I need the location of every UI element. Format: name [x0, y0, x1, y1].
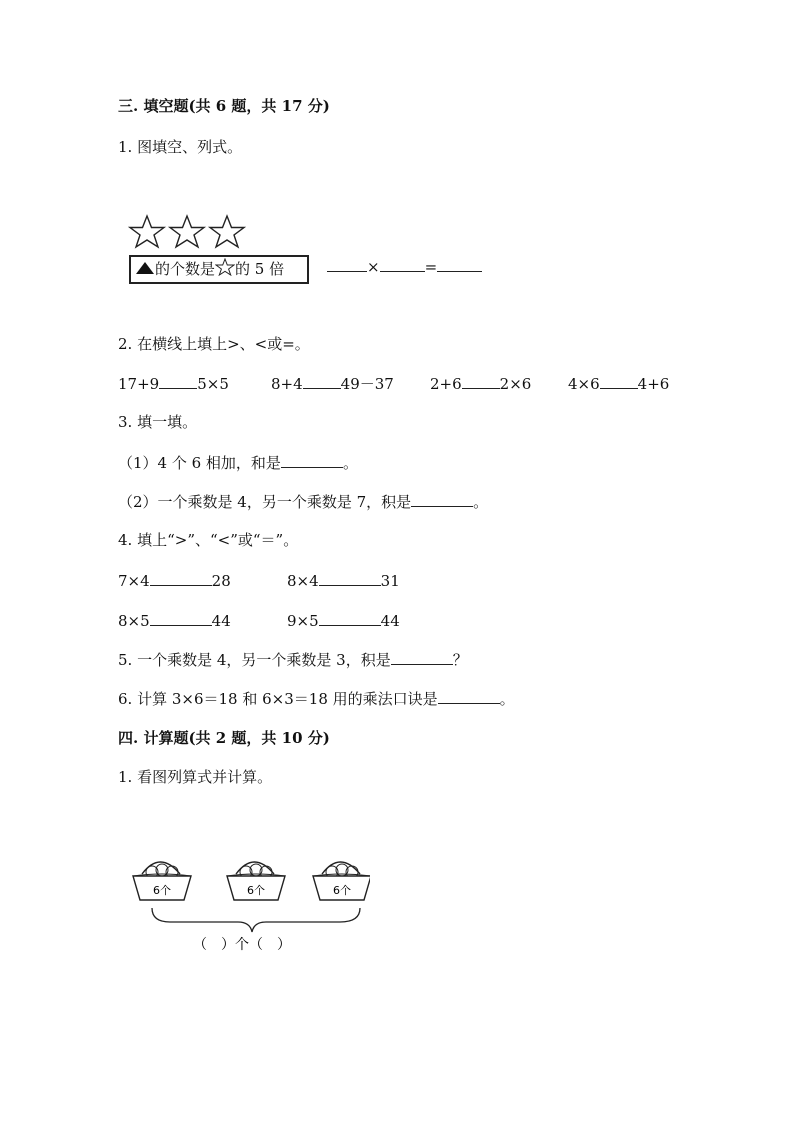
expr-right: 44: [380, 612, 400, 630]
q4-item: [118, 610, 231, 631]
relation-box: [129, 255, 309, 284]
expr-right: 4+6: [637, 375, 670, 393]
s4-q1-prompt: 1. 看图列算式并计算。: [118, 768, 273, 786]
q2-item: [430, 373, 531, 394]
star-row: [128, 214, 246, 250]
basket-label: 6个: [153, 884, 171, 897]
expr-left: 9×5: [287, 612, 319, 630]
q4-item: [118, 570, 231, 591]
expr-right: 5×5: [197, 375, 229, 393]
q6-text: 6. 计算 3×6＝18 和 6×3＝18 用的乘法口诀是: [118, 690, 438, 708]
q1-equation: [327, 256, 482, 277]
star-icon: [210, 216, 244, 247]
expr-right: 49－37: [340, 375, 394, 393]
answer-blank[interactable]: [462, 373, 500, 389]
basket-label: 6个: [333, 884, 351, 897]
star-icon: [215, 258, 235, 276]
expr-left: 8×5: [118, 612, 150, 630]
brace-icon: [152, 908, 360, 932]
section4-heading: 四. 计算题(共 2 题，共 10 分): [118, 729, 330, 747]
q3-prompt: 3. 填一填。: [118, 413, 198, 431]
expr-left: 7×4: [118, 572, 150, 590]
answer-blank[interactable]: [380, 256, 425, 272]
answer-blank[interactable]: [319, 570, 381, 586]
answer-blank[interactable]: [438, 688, 500, 704]
basket-icon: [313, 862, 370, 900]
star-icon: [130, 216, 164, 247]
answer-blank[interactable]: [437, 256, 482, 272]
box-text-1: 的个数是: [155, 260, 216, 278]
expr-right: 2×6: [499, 375, 532, 393]
expr-right: 31: [380, 572, 400, 590]
star-icon: [170, 216, 204, 247]
box-text-2: 的 5 倍: [235, 260, 285, 278]
period: 。: [499, 690, 515, 708]
q5-text: 5. 一个乘数是 4，另一个乘数是 3，积是: [118, 651, 391, 669]
answer-blank[interactable]: [391, 649, 453, 665]
q1-prompt: 1. 图填空、列式。: [118, 138, 243, 156]
q2-item: [568, 373, 669, 394]
period: 。: [342, 454, 358, 472]
answer-blank[interactable]: [303, 373, 341, 389]
basket-caption: （ ）个（ ）: [193, 937, 291, 953]
q3-part1-text: （1）4 个 6 相加，和是: [118, 454, 281, 472]
expr-left: 2+6: [430, 375, 462, 393]
answer-blank[interactable]: [159, 373, 197, 389]
q4-item: [287, 610, 400, 631]
answer-blank[interactable]: [600, 373, 638, 389]
equals-sign: =: [424, 258, 438, 276]
q3-part1: [118, 452, 358, 473]
question-mark: ？: [452, 651, 468, 669]
q3-part2: [118, 491, 488, 512]
expr-left: 17+9: [118, 375, 160, 393]
section3-heading: 三. 填空题(共 6 题，共 17 分): [118, 97, 330, 115]
answer-blank[interactable]: [150, 570, 212, 586]
answer-blank[interactable]: [411, 491, 473, 507]
basket-icon: [133, 862, 191, 900]
basket-icon: [227, 862, 285, 900]
q6: [118, 688, 515, 709]
q2-item: [271, 373, 394, 394]
period: 。: [473, 493, 489, 511]
expr-right: 44: [211, 612, 231, 630]
answer-blank[interactable]: [150, 610, 212, 626]
q3-part2-text: （2）一个乘数是 4，另一个乘数是 7，积是: [118, 493, 412, 511]
q5: [118, 649, 468, 670]
expr-right: 28: [211, 572, 231, 590]
q4-prompt: 4. 填上“>”、“<”或“＝”。: [118, 531, 299, 549]
basket-figure: [130, 852, 370, 957]
expr-left: 4×6: [568, 375, 600, 393]
answer-blank[interactable]: [281, 452, 343, 468]
times-sign: ×: [367, 258, 380, 276]
q2-prompt: 2. 在横线上填上>、<或=。: [118, 335, 310, 353]
basket-label: 6个: [247, 884, 265, 897]
answer-blank[interactable]: [327, 256, 367, 272]
answer-blank[interactable]: [319, 610, 381, 626]
expr-left: 8+4: [271, 375, 303, 393]
expr-left: 8×4: [287, 572, 319, 590]
q2-item: [118, 373, 229, 394]
triangle-icon: [135, 261, 155, 275]
q4-item: [287, 570, 400, 591]
